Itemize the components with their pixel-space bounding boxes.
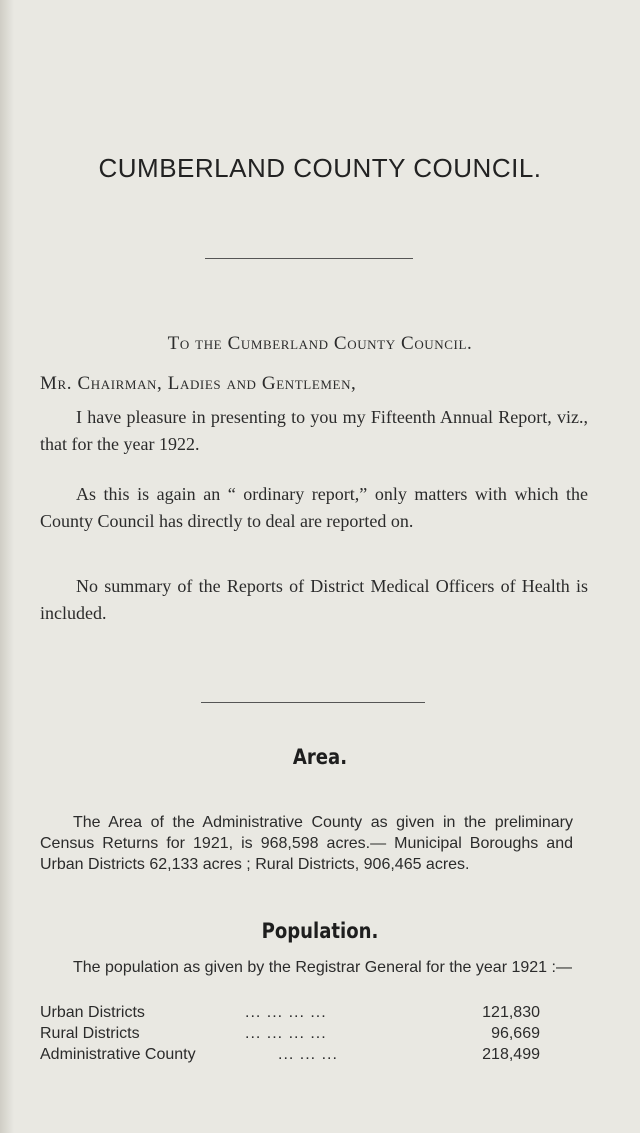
population-paragraph: The population as given by the Registrar General for the year 1921 :— [73, 959, 572, 976]
population-row-rural [40, 1023, 540, 1044]
addressee-line: To the Cumberland County Council. [167, 333, 473, 354]
leader-dots: ... ... ... [278, 1046, 338, 1063]
area-heading: Area. [292, 745, 348, 769]
population-table [40, 1002, 540, 1065]
leader-dots: ... ... ... ... [245, 1004, 327, 1021]
population-heading: Population. [261, 919, 379, 943]
row-label: Rural Districts [40, 1025, 140, 1042]
row-value: 121,830 [482, 1004, 540, 1021]
population-row-county [40, 1044, 540, 1065]
population-row-urban [40, 1002, 540, 1023]
row-label: Urban Districts [40, 1004, 145, 1021]
area-paragraph: The Area of the Administrative County as given in the preliminary Census Returns for 1921, is 968,598 acres.— Municipal Boroughs and Urban Districts 62,133 acres ; Rural Districts, 906,465 acres. [40, 814, 573, 873]
intro-paragraph: I have pleasure in presenting to you my Fifteenth Annual Report, viz., that for the year 1922. [40, 407, 588, 454]
section-divider [201, 702, 425, 703]
page-title: CUMBERLAND COUNTY COUNCIL. [98, 153, 542, 183]
row-value: 218,499 [482, 1046, 540, 1063]
ordinary-report-paragraph: As this is again an “ ordinary report,” only matters with which the County Council has directly to deal are reported on. [40, 484, 588, 531]
summary-paragraph: No summary of the Reports of District Medical Officers of Health is included. [40, 576, 588, 623]
salutation-line: Mr. Chairman, Ladies and Gentlemen, [40, 373, 357, 394]
row-value: 96,669 [491, 1025, 540, 1042]
leader-dots: ... ... ... ... [245, 1025, 327, 1042]
row-label: Administrative County [40, 1046, 196, 1063]
title-divider [205, 258, 413, 259]
